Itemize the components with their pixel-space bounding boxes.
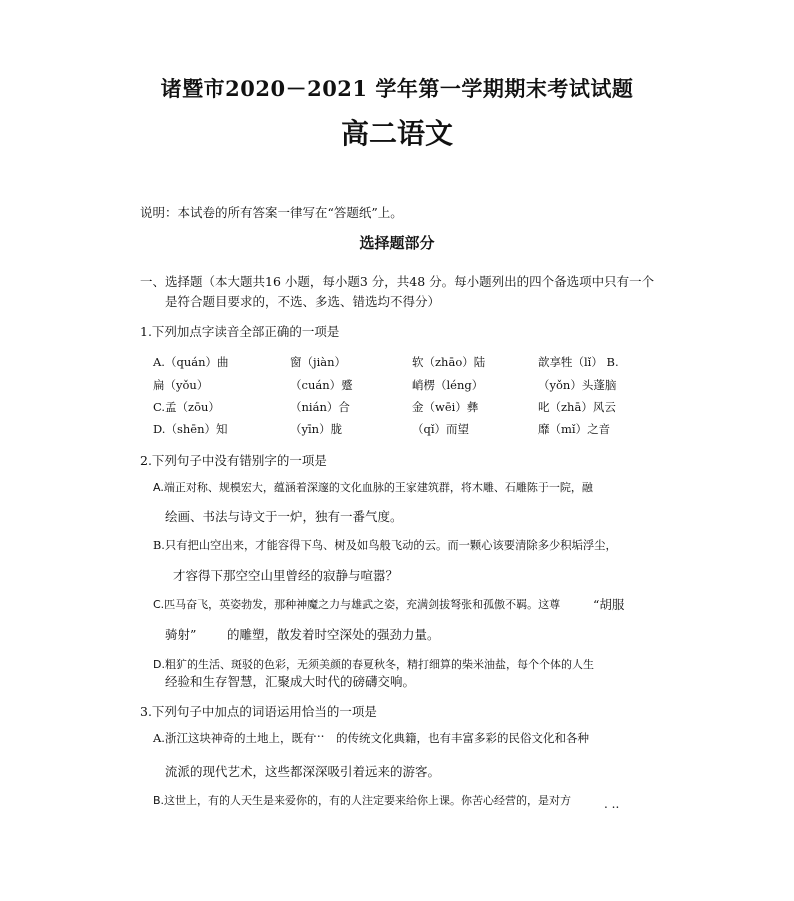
q2-option-b-line2: 才容得下那空空山里曾经的寂静与喧嚣？	[173, 568, 399, 583]
question-1-stem: 1.下列加点字读音全部正确的一项是	[140, 324, 340, 339]
q1-row1-col4: 歆享牲（lǐ） B.	[538, 355, 619, 369]
q2-option-d-line1: D.粗犷的生活、斑驳的色彩，无须美颜的春夏秋冬，精打细算的柴米油盐，每个个体的人生	[153, 658, 594, 671]
q1-row1-col1: A.（quán）曲	[153, 355, 229, 369]
exam-subject: 高二语文	[340, 117, 453, 150]
q1-row4-col2: （yīn）胧	[290, 422, 343, 436]
q1-row2-col3: 峭楞（léng）	[412, 378, 484, 392]
q1-row3-col1: C.孟（zōu）	[153, 400, 220, 414]
q1-row3-col3: 金（wēi）彝	[412, 400, 479, 414]
q2-option-c-line1b: “胡服	[593, 597, 625, 612]
q3-option-a-emphasis-dots: ...	[313, 726, 325, 740]
q1-row2-col1: 扁（yǒu）	[153, 378, 209, 392]
q1-row1-col2: 窗（jiàn）	[290, 355, 347, 369]
q1-row3-col4: 叱（zhā）风云	[538, 400, 616, 414]
q2-option-c-line1a: C.匹马奋飞，英姿勃发，那种神魔之力与雄武之姿，充满剑拔弩张和孤傲不羁。这尊	[153, 598, 561, 611]
q3-option-a-line1b: 的传统文化典籍，也有丰富多彩的民俗文化和各种	[336, 731, 589, 745]
q3-option-b-line1: B.这世上，有的人天生是来爱你的，有的人注定要来给你上课。你苦心经营的，是对方	[153, 794, 572, 807]
part1-instruction-line1: 一、选择题（本大题共16 小题，每小题3 分，共48 分。每小题列出的四个备选项中只有一个	[140, 274, 655, 289]
q2-option-a-line2: 绘画、书法与诗文于一炉，独有一番气度。	[165, 509, 403, 524]
q2-option-c-line2a: 骑射”	[165, 627, 197, 642]
q1-row2-col4: （yǒn）头蓬脑	[538, 378, 617, 392]
q2-option-d-line2: 经验和生存智慧，汇聚成大时代的磅礴交响。	[165, 674, 416, 689]
q3-option-b-emphasis-dots: . ..	[604, 797, 620, 811]
question-3-stem: 3.下列句子中加点的词语运用恰当的一项是	[140, 704, 377, 719]
q1-row1-col3: 软（zhāo）陆	[412, 355, 486, 369]
section-title: 选择题部分	[359, 234, 435, 252]
q3-option-a-line2: 流派的现代艺术，这些都深深吸引着远来的游客。	[165, 764, 441, 779]
part1-instruction-line2: 是符合题目要求的，不选、多选、错选均不得分）	[165, 294, 441, 309]
q1-row4-col3: （qǐ）而望	[412, 422, 470, 436]
q2-option-c-line2b: 的雕塑，散发着时空深处的强劲力量。	[227, 627, 440, 642]
q1-row3-col2: （nián）合	[290, 400, 350, 414]
exam-title: 诸暨市2020－2021 学年第一学期期末考试试题	[160, 76, 634, 101]
q1-row4-col1: D.（shēn）知	[153, 422, 228, 436]
q3-option-a-line1a: A.浙江这块神奇的土地上，既有	[153, 731, 315, 745]
q2-option-b-line1: B.只有把山空出来，才能容得下鸟、树及如鸟般飞动的云。而一颗心该要清除多少积垢浮尘，	[153, 539, 617, 552]
q1-row4-col4: 靡（mǐ）之音	[538, 422, 611, 436]
q2-option-a-line1: A.端正对称、规模宏大，蕴涵着深邃的文化血脉的王家建筑群，将木雕、石雕陈于一院，融	[153, 481, 593, 494]
exam-note: 说明：本试卷的所有答案一律写在“答题纸”上。	[140, 205, 403, 220]
question-2-stem: 2.下列句子中没有错别字的一项是	[140, 453, 327, 468]
q1-row2-col2: （cuán）蹙	[290, 378, 353, 392]
